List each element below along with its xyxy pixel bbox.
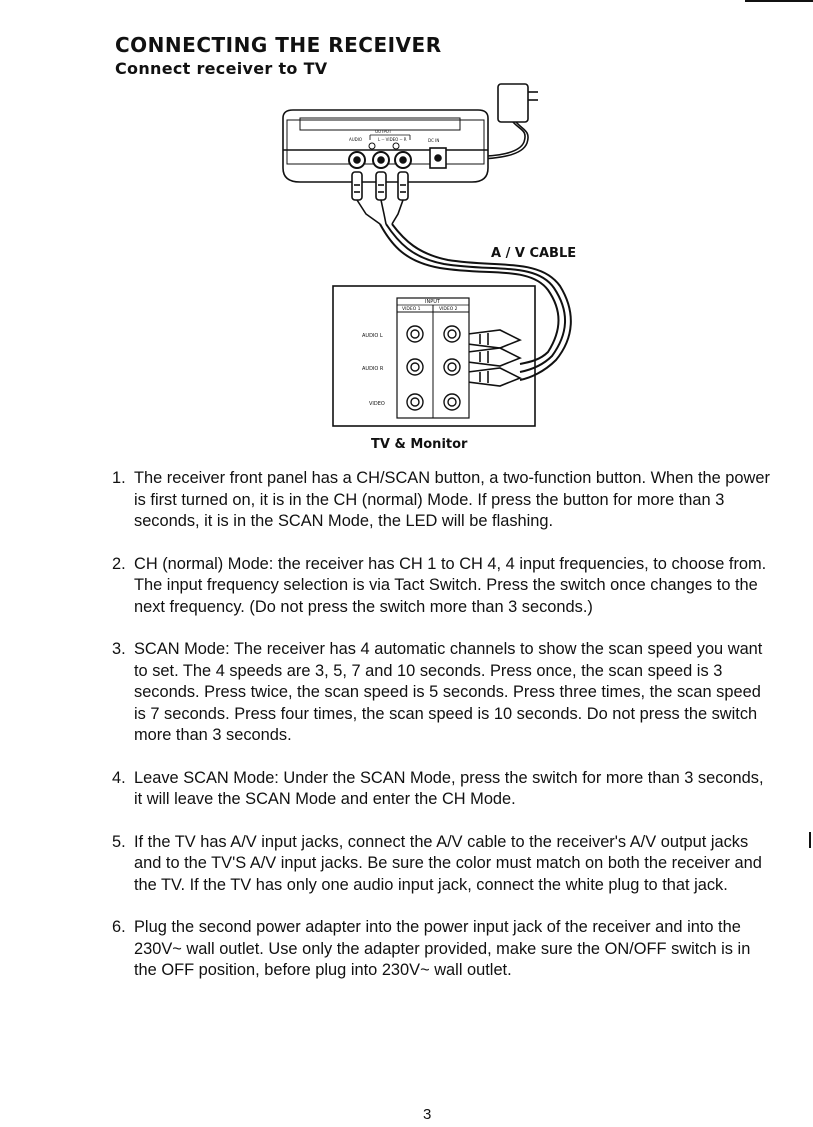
dc-in-jack xyxy=(430,148,446,168)
receiver-plugs xyxy=(352,172,408,224)
step-text: CH (normal) Mode: the receiver has CH 1 to CH 4, 4 input frequencies, to choose from. The input frequency selection is via Tact Switch. Press the switch once changes to the next frequency. (Do not press the switch more than 3 seconds.) xyxy=(134,554,767,616)
av-cable-label: A / V CABLE xyxy=(491,246,577,261)
step-text: Plug the second power adapter into the power input jack of the receiver and into the 230V~ wall outlet. Use only the adapter provided, make sure the ON/OFF switch is in the OFF position, before plug into 230V~ wall outlet. xyxy=(134,918,751,979)
tv-plugs xyxy=(468,330,520,386)
tv-row-audio-r: AUDIO R xyxy=(362,366,384,372)
tv-column-video2: VIDEO 2 xyxy=(439,307,458,312)
step-text: SCAN Mode: The receiver has 4 automatic channels to show the scan speed you want to set. The 4 speeds are 3, 5, 7 and 10 seconds. Press once, the scan speed is 3 seconds. Press twice, the scan speed is 5 seconds. Press three times, the scan speed is 7 seconds. Press four times, the scan speed is 10 seconds. Do not press the switch more than 3 seconds. xyxy=(134,640,763,744)
connection-diagram xyxy=(0,0,813,470)
page-number: 3 xyxy=(423,1106,432,1123)
step-number: 5. xyxy=(112,832,126,851)
tv-row-video: VIDEO xyxy=(369,401,385,407)
list-item xyxy=(110,468,775,533)
receiver-output-label: OUTPUT xyxy=(375,129,392,134)
step-text: If the TV has A/V input jacks, connect the A/V cable to the receiver's A/V output jacks and to the TV'S A/V input jacks. Be sure the color must match on both the receiver and the TV. If the TV has only one audio input jack, connect the white plug to that jack. xyxy=(134,832,762,894)
step-number: 6. xyxy=(112,918,126,936)
receiver-audio-label: AUDIO xyxy=(349,137,363,142)
tv-column-video1: VIDEO 1 xyxy=(402,307,421,312)
receiver-lr-label: L -- VIDEO -- R xyxy=(378,137,407,142)
list-item xyxy=(110,554,775,619)
scan-edge-mark-right xyxy=(809,832,811,848)
receiver-dc-label: DC IN xyxy=(428,138,440,143)
list-item xyxy=(110,917,775,982)
step-number: 3. xyxy=(112,640,126,658)
step-text: Leave SCAN Mode: Under the SCAN Mode, press the switch for more than 3 seconds, it will leave the SCAN Mode and enter the CH Mode. xyxy=(134,768,764,808)
step-number: 2. xyxy=(112,554,126,573)
list-item xyxy=(110,768,775,811)
instruction-list xyxy=(110,468,775,1003)
page-title: CONNECTING THE RECEIVER xyxy=(115,33,442,57)
step-number: 1. xyxy=(112,469,126,487)
receiver-unit xyxy=(283,110,488,182)
tv-monitor-caption: TV & Monitor xyxy=(371,437,468,452)
tv-row-audio-l: AUDIO L xyxy=(362,333,383,339)
step-text: The receiver front panel has a CH/SCAN button, a two-function button. When the power is first turned on, it is in the CH (normal) Mode. If press the button for more than 3 seconds, it is in the SCAN Mode, the LED will be flashing. xyxy=(134,469,770,530)
list-item xyxy=(110,639,775,747)
page-subtitle: Connect receiver to TV xyxy=(115,59,328,78)
step-number: 4. xyxy=(112,768,126,787)
list-item xyxy=(110,832,775,897)
tv-input-label: INPUT xyxy=(425,299,440,305)
